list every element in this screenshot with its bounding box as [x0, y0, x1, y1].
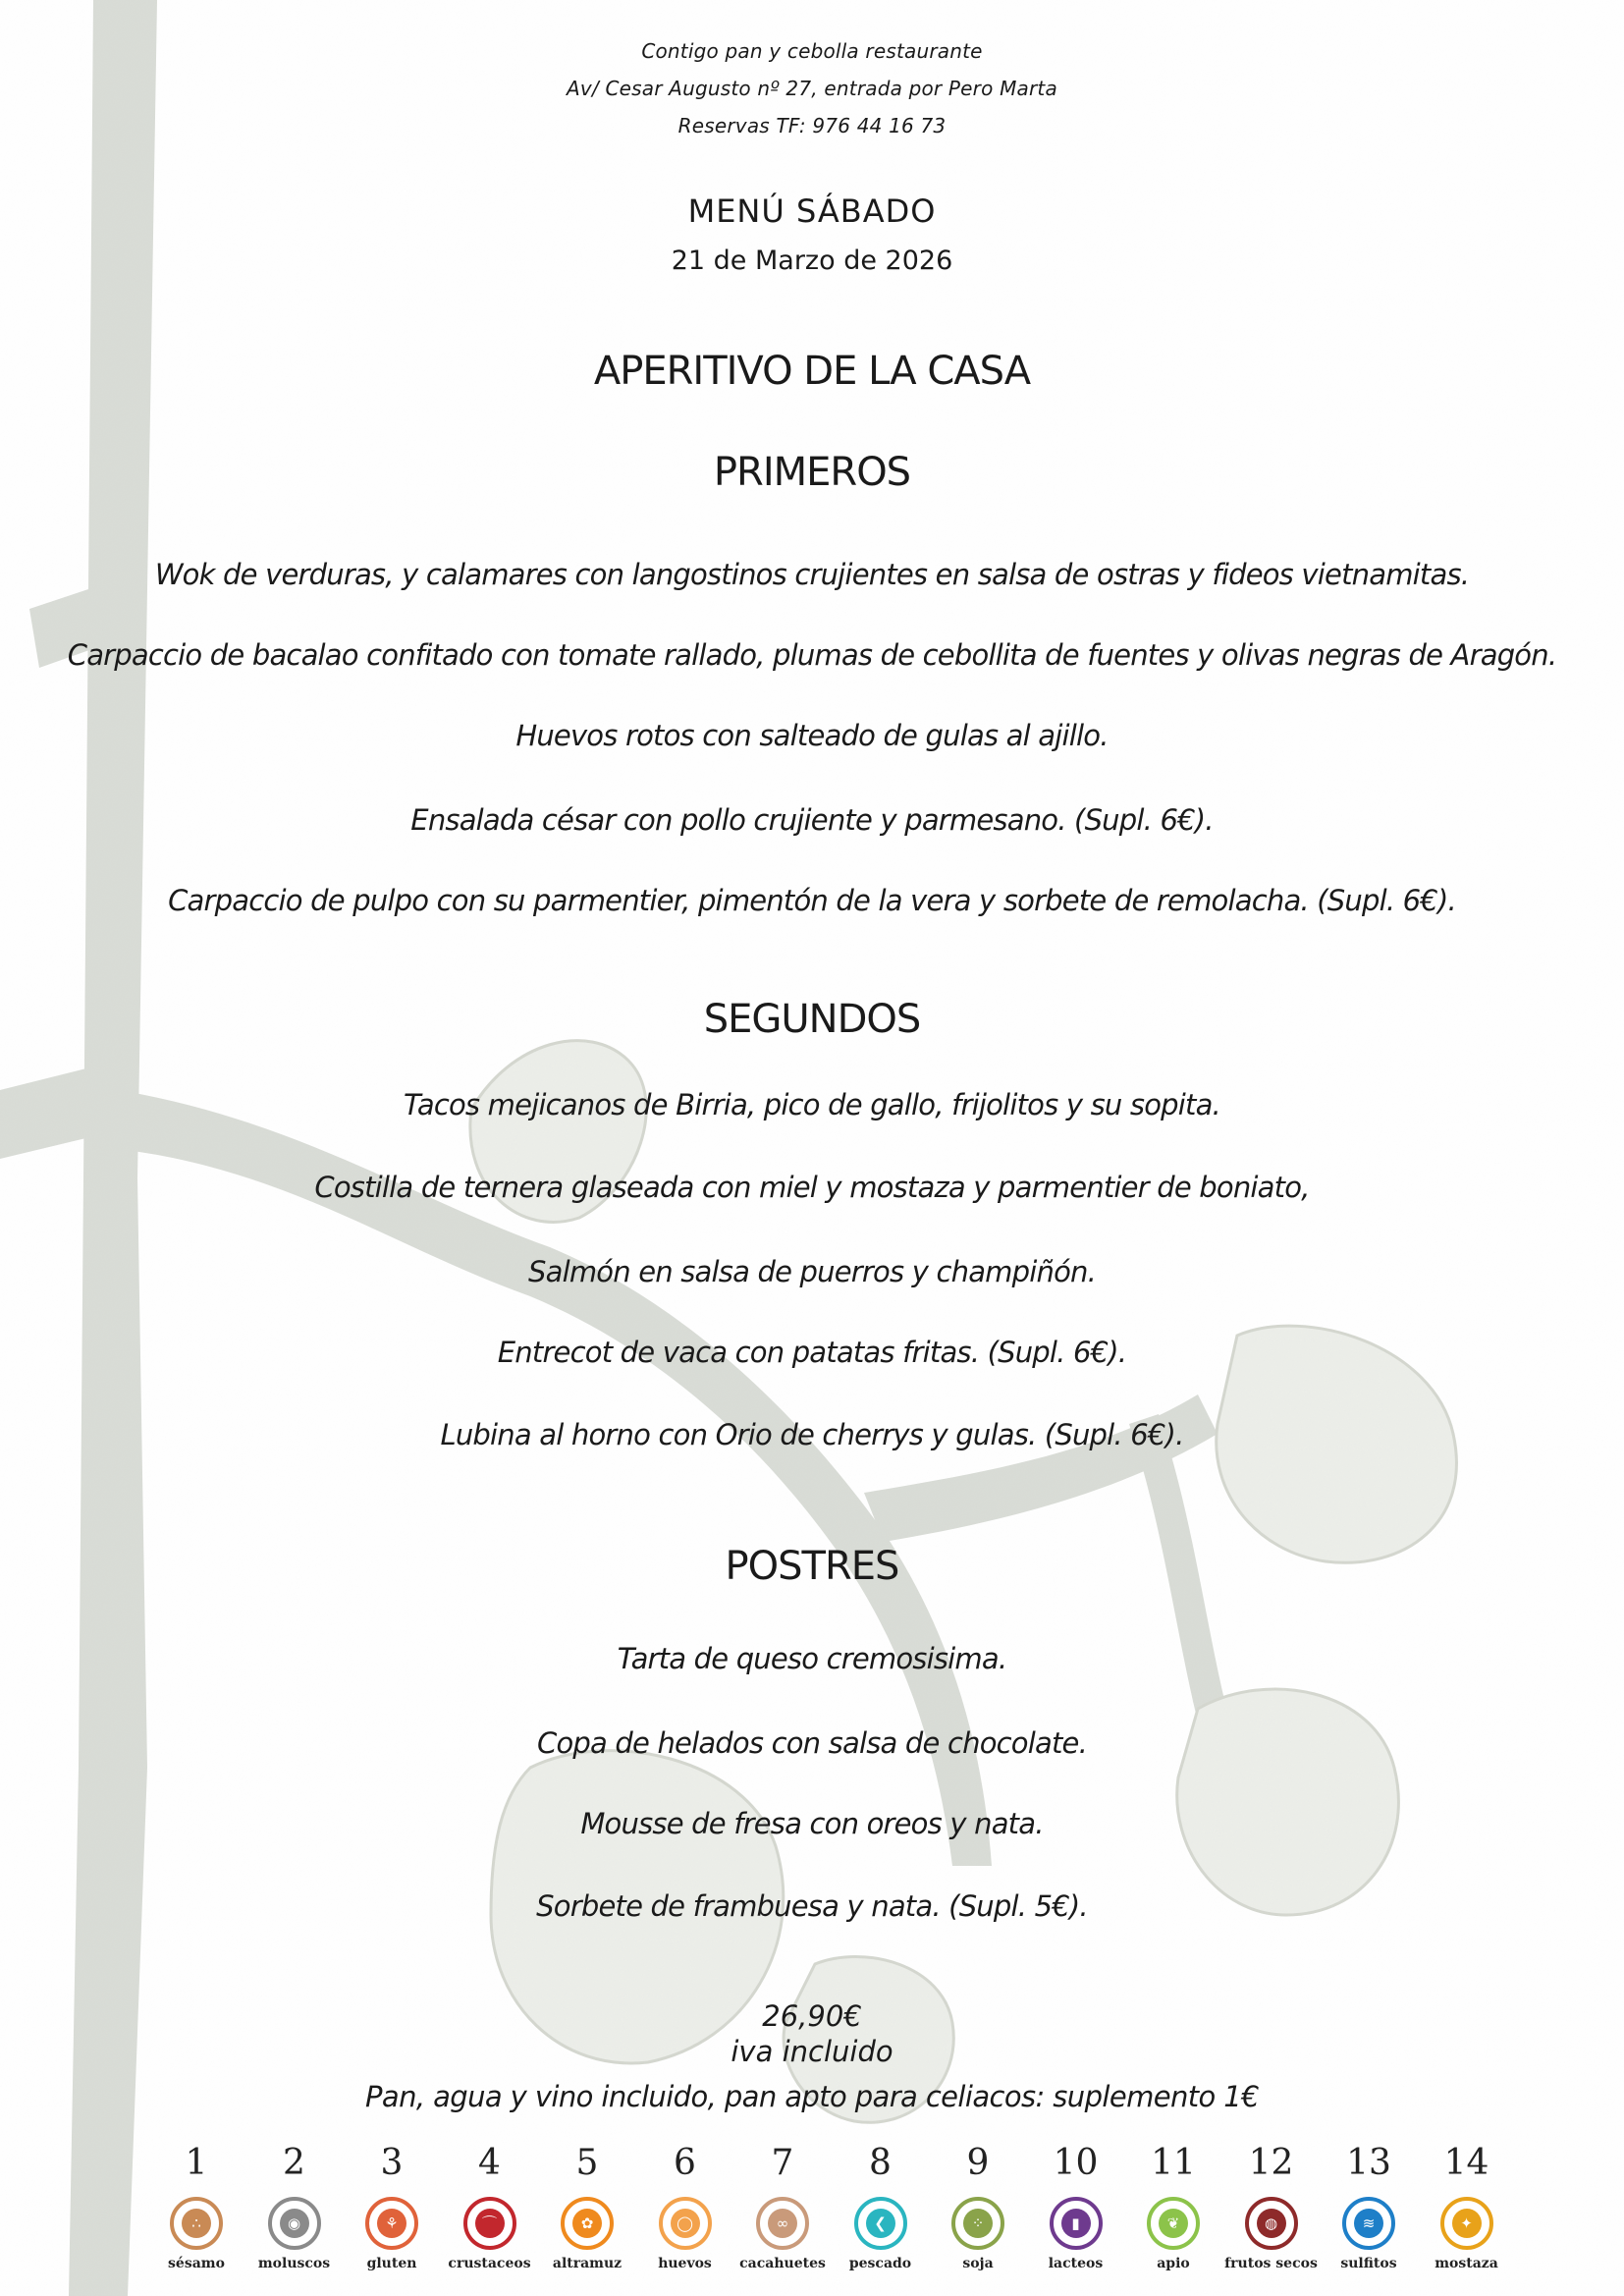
fish-icon: ❮ — [854, 2197, 907, 2250]
allergen-label: gluten — [366, 2256, 417, 2271]
allergen-item — [1027, 2144, 1125, 2271]
reservation-phone: Reservas TF: 976 44 16 73 — [677, 114, 947, 137]
segundos-dish: Tacos mejicanos de Birria, pico de gallo, frijolitos y su sopita. — [404, 1088, 1220, 1121]
allergen-label: crustaceos — [448, 2256, 531, 2271]
allergen-number: 11 — [1151, 2143, 1196, 2183]
menu-date: 21 de Marzo de 2026 — [671, 246, 953, 276]
allergen-number: 6 — [674, 2143, 696, 2183]
segundos-dish: Salmón en salsa de puerros y champiñón. — [527, 1255, 1097, 1288]
primeros-dish: Carpaccio de bacalao confitado con tomate rallado, plumas de cebollita de fuentes y olivas negras de Aragón. — [67, 638, 1557, 672]
allergen-number: 8 — [869, 2143, 892, 2183]
allergen-number: 3 — [380, 2143, 404, 2183]
primeros-dish: Huevos rotos con salteado de gulas al ajillo. — [515, 719, 1109, 752]
peanut-icon: ∞ — [756, 2197, 809, 2250]
allergen-label: altramuz — [552, 2256, 623, 2271]
allergen-label: huevos — [658, 2256, 712, 2271]
nut-icon: ◍ — [1245, 2197, 1298, 2250]
crustacean-icon: ⌒ — [463, 2197, 516, 2250]
allergen-number: 1 — [185, 2143, 208, 2183]
allergen-item — [1418, 2144, 1516, 2271]
sulphite-icon: ≋ — [1342, 2197, 1395, 2250]
allergen-item — [1320, 2144, 1418, 2271]
allergen-label: apio — [1157, 2256, 1190, 2271]
wheat-icon: ⚘ — [365, 2197, 418, 2250]
postres-heading: POSTRES — [725, 1544, 899, 1589]
allergen-item — [343, 2144, 441, 2271]
allergen-label: soja — [962, 2256, 994, 2271]
allergen-label: sulfitos — [1340, 2256, 1397, 2271]
soy-icon: ⁘ — [951, 2197, 1004, 2250]
postres-dish: Copa de helados con salsa de chocolate. — [537, 1726, 1087, 1760]
menu-price: 26,90€ — [762, 1999, 862, 2033]
allergen-number: 9 — [966, 2143, 990, 2183]
aperitivo-heading: APERITIVO DE LA CASA — [593, 349, 1031, 394]
allergen-item — [538, 2144, 636, 2271]
allergen-number: 13 — [1346, 2143, 1391, 2183]
allergen-number: 14 — [1443, 2143, 1489, 2183]
postres-dish: Mousse de fresa con oreos y nata. — [580, 1807, 1044, 1840]
restaurant-name: Contigo pan y cebolla restaurante — [641, 39, 983, 63]
allergen-item — [929, 2144, 1027, 2271]
mollusc-icon: ◉ — [268, 2197, 321, 2250]
egg-icon: ◯ — [659, 2197, 712, 2250]
segundos-dish: Costilla de ternera glaseada con miel y mostaza y parmentier de boniato, — [314, 1171, 1310, 1204]
allergen-item — [636, 2144, 734, 2271]
menu-title: MENÚ SÁBADO — [687, 192, 937, 230]
allergen-item — [441, 2144, 539, 2271]
segundos-dish: Lubina al horno con Orio de cherrys y gulas. (Supl. 6€). — [440, 1418, 1184, 1451]
allergen-item — [245, 2144, 344, 2271]
primeros-dish: Carpaccio de pulpo con su parmentier, pimentón de la vera y sorbete de remolacha. (Supl. 6€). — [168, 884, 1456, 917]
allergen-label: cacahuetes — [739, 2256, 826, 2271]
allergen-item — [1124, 2144, 1222, 2271]
sesame-icon: ∴ — [170, 2197, 223, 2250]
allergen-number: 2 — [283, 2143, 305, 2183]
postres-dish: Sorbete de frambuesa y nata. (Supl. 5€). — [536, 1889, 1088, 1923]
restaurant-address: Av/ Cesar Augusto nº 27, entrada por Pero Marta — [567, 77, 1057, 100]
segundos-heading: SEGUNDOS — [703, 997, 921, 1042]
segundos-dish: Entrecot de vaca con patatas fritas. (Supl. 6€). — [497, 1336, 1127, 1369]
allergen-label: moluscos — [257, 2256, 331, 2271]
primeros-dish: Ensalada césar con pollo crujiente y parmesano. (Supl. 6€). — [410, 803, 1214, 837]
allergen-legend — [147, 2144, 1512, 2291]
mustard-icon: ✦ — [1440, 2197, 1493, 2250]
lupin-icon: ✿ — [561, 2197, 614, 2250]
allergen-item — [147, 2144, 245, 2271]
allergen-number: 10 — [1053, 2143, 1099, 2183]
allergen-label: lacteos — [1048, 2256, 1104, 2271]
primeros-dish: Wok de verduras, y calamares con langostinos crujientes en salsa de ostras y fideos vietnamitas. — [154, 558, 1470, 591]
allergen-number: 4 — [478, 2143, 501, 2183]
allergen-number: 12 — [1248, 2143, 1294, 2183]
allergen-label: frutos secos — [1224, 2256, 1318, 2271]
postres-dish: Tarta de queso cremosisima. — [617, 1642, 1007, 1675]
allergen-number: 5 — [575, 2143, 599, 2183]
milk-icon: ▮ — [1050, 2197, 1103, 2250]
allergen-label: pescado — [848, 2256, 912, 2271]
iva-note: iva incluido — [731, 2035, 893, 2068]
allergen-item — [733, 2144, 832, 2271]
allergen-item — [1222, 2144, 1321, 2271]
primeros-heading: PRIMEROS — [713, 450, 911, 495]
allergen-label: sésamo — [168, 2256, 225, 2271]
celery-icon: ❦ — [1147, 2197, 1200, 2250]
allergen-label: mostaza — [1435, 2256, 1498, 2271]
bread-note: Pan, agua y vino incluido, pan apto para celiacos: suplemento 1€ — [365, 2080, 1259, 2113]
allergen-number: 7 — [771, 2143, 794, 2183]
allergen-item — [832, 2144, 930, 2271]
